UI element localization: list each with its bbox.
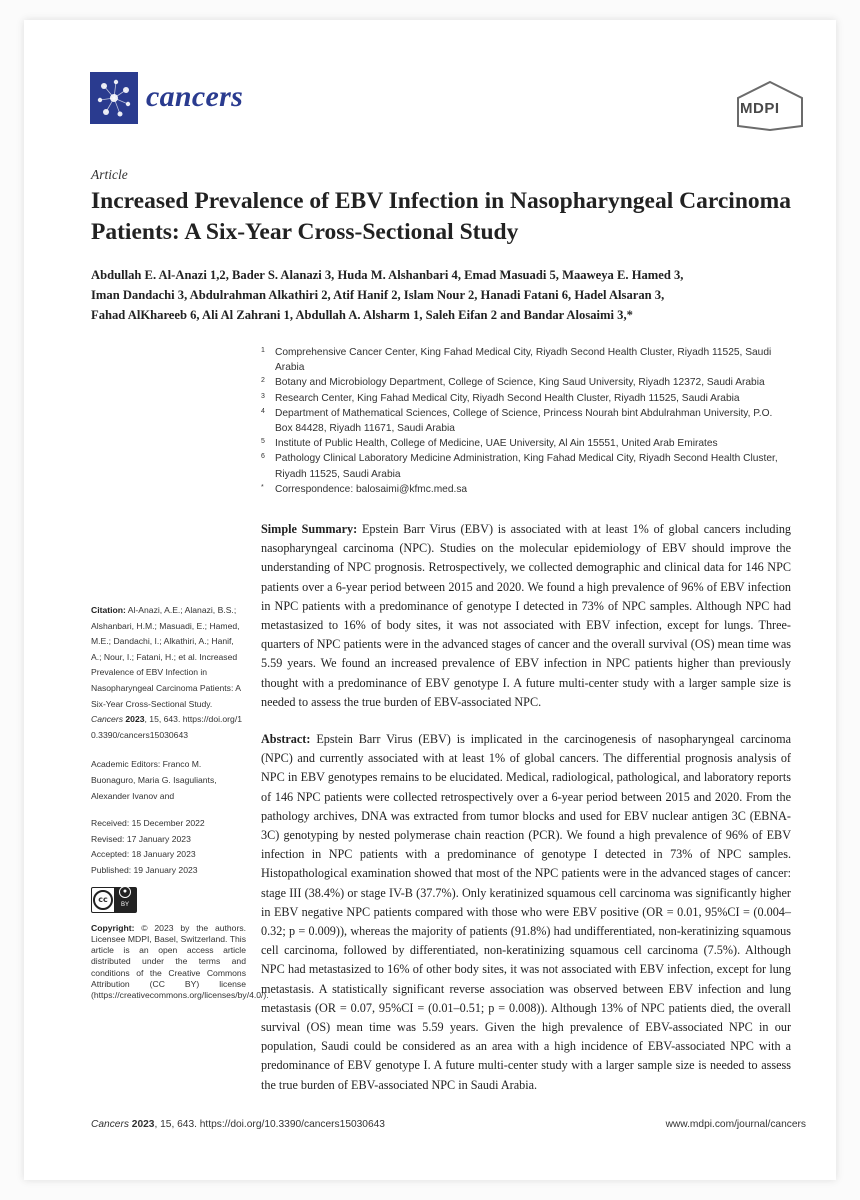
accepted-date: Accepted: 18 January 2023 (91, 849, 196, 860)
article-type: Article (91, 167, 128, 182)
affiliations (261, 345, 791, 497)
sidebar (91, 603, 269, 1002)
cc-license-badge (91, 887, 246, 913)
simple-summary (261, 520, 791, 712)
received-date: Received: 15 December 2022 (91, 818, 205, 829)
cc-icon: cc (93, 890, 113, 910)
affiliation-item: 5 Institute of Public Health, College of Medicine, UAE University, Al Ain 15551, United Arab Emirates (261, 438, 718, 450)
person-icon: ● (119, 886, 131, 898)
journal-logo-icon (90, 72, 138, 124)
citation: Citation: Al-Anazi, A.E.; Alanazi, B.S.; Alshanbari, H.M.; Masuadi, E.; Hamed, M.E.; Dandachi, I.; Alkathiri, A.; Hanif, A.; Nour, I.; Fatani, H.; et al. Increased Prevalence of EBV Infection in Nasopharyngeal Carcinoma Patients: A Six-Year Cross-Sectional Study. Cancers 2023, 15, 643. https://doi.org/10.3390/cancers15030643 (91, 605, 242, 740)
paper-page (24, 20, 836, 1180)
footer-citation: Cancers 2023, 15, 643. https://doi.org/10.3390/cancers15030643 (91, 1119, 385, 1130)
academic-editors: Academic Editors: Franco M. Buonaguro, Maria G. Isaguliants, Alexander Ivanov and (91, 759, 217, 801)
revised-date: Revised: 17 January 2023 (91, 833, 191, 844)
affiliation-item: 1 Comprehensive Cancer Center, King Fahad Medical City, Riyadh Second Health Cluster, Riyadh 11525, Saudi Arabia (261, 347, 772, 374)
affiliation-item: 6 Pathology Clinical Laboratory Medicine Administration, King Fahad Medical City, Riyadh Second Health Cluster, Riyadh 11525, Saudi Arabia (261, 453, 778, 480)
footer-journal-url[interactable]: www.mdpi.com/journal/cancers (665, 1119, 806, 1130)
author-line: Abdullah E. Al-Anazi 1,2, Bader S. Alanazi 3, Huda M. Alshanbari 4, Emad Masuadi 5, Maaweya E. Hamed 3, (91, 268, 684, 282)
affiliation-item: 2 Botany and Microbiology Department, College of Science, King Saud University, Riyadh 12372, Saudi Arabia (261, 377, 765, 389)
correspondence: * Correspondence: balosaimi@kfmc.med.sa (261, 483, 468, 495)
abstract-label: Abstract: (261, 732, 311, 746)
copyright-notice: Copyright: © 2023 by the authors. Licensee MDPI, Basel, Switzerland. This article is an open access article distributed under the terms and conditions of the Creative Commons Attribution (CC BY) license (https://creativecommons.org/licenses/by/4.0/). (91, 922, 269, 1001)
author-list (91, 265, 791, 325)
published-date: Published: 19 January 2023 (91, 864, 198, 875)
cc-by-label: BY (120, 901, 129, 908)
citation-doi-link[interactable]: https://doi.org/10.3390/cancers15030643 (91, 714, 242, 740)
publisher-name: MDPI (740, 100, 780, 117)
abstract (261, 730, 791, 1095)
author-line: Iman Dandachi 3, Abdulrahman Alkathiri 2, Atif Hanif 2, Islam Nour 2, Hanadi Fatani 6, Hadel Alsaran 3, (91, 288, 665, 302)
abstract-text: Epstein Barr Virus (EBV) is implicated in the carcinogenesis of nasopharyngeal carcinoma (NPC) and currently associated with at least 1% of global cancers. The differential prognosis analysis of NPC in EBV genotypes remains to be elucidated. Medical, radiological, pathological, and laboratory reports of 146 NPC patients were collected retrospectively over a 6-year period between 2015 and 2020. From the pathology archives, DNA was extracted from tumor blocks and used for EBV nuclear antigen 3C (EBNA-3C) genotyping by nested polymerase chain reaction (PCR). We found a high prevalence of 96% of EBV infection in NPC patients with a predominance of genotype I detected in 73% of NPC samples. Histopathological examination showed that most of the NPC patients were in the advanced stages of cancer: stage III (38.4%) or stage IV-B (37.7%). Only keratinized squamous cell carcinoma was significantly higher in EBV negative NPC patients compared with those who were EBV positive (OR = 0.01, 95%CI = (0.004–0.32; p = 0.009)), whereas the majority of patients (91.8%) had undifferentiated, non-keratinizing squamous cell carcinoma, followed by differentiated, non-keratinizing squamous cell carcinoma (7.5%). Although NPC had metastasized to 16% of other body sites, it was not associated with EBV infection, except for lung metastasis. A statistically significant reverse association was observed between EBV infection and lung metastasis (OR = 0.07, 95%CI = (0.01–0.51; p = 0.008)). Although 13% of NPC patients died, the overall survival (OS) mean time was 5.59 years. Given the high prevalence of EBV-associated NPC in our population, Saudi could be considered as an area with a high incidence of EBV-associated NPC with a predominance of EBV genotype I. A future multi-center study with a larger sample size is needed to assess the true burden of EBV-associated NPC in Saudi Arabia. (261, 732, 791, 1092)
journal-name: cancers (146, 80, 244, 113)
simple-summary-label: Simple Summary: (261, 522, 358, 536)
paper-title: Increased Prevalence of EBV Infection in Nasopharyngeal Carcinoma Patients: A Six-Year Cross-Sectional Study (91, 188, 791, 245)
affiliation-item: 4 Department of Mathematical Sciences, College of Science, Princess Nourah bint Abdulrahman University, P.O. Box 84428, Riyadh 11671, Saudi Arabia (261, 407, 773, 435)
affiliation-item: 3 Research Center, King Fahad Medical City, Riyadh Second Health Cluster, Riyadh 11525, Saudi Arabia (261, 392, 740, 404)
simple-summary-text: Epstein Barr Virus (EBV) is associated with at least 1% of global cancers including nasopharyngeal carcinoma (NPC). Studies on the molecular epidemiology of EBV should improve the understanding of NPC prognosis. Retrospectively, we collected demographic and clinical data for 146 NPC patients over a 6-year period between 2015 and 2020. We found a high prevalence of 96% of EBV infection in NPC patients with a predominance of genotype I detected in 73% of NPC samples. Although NPC had metastasized to 16% of body sites, it was not associated with EBV infection, except for lungs. Three-quarters of NPC patients were in the advanced stages of cancer and the overall survival (OS) mean time was 5.59 years. We found an increased prevalence of EBV infection in NPC patients higher than previously thought with a predominance of EBV genotype I. A future multi-center study with a larger sample size is needed to assess the true burden of EBV-associated NPC. (261, 522, 792, 709)
author-line: Fahad AlKhareeb 6, Ali Al Zahrani 1, Abdullah A. Alsharm 1, Saleh Eifan 2 and Bandar Alosaimi 3,* (91, 308, 633, 322)
publisher-logo (734, 80, 806, 132)
